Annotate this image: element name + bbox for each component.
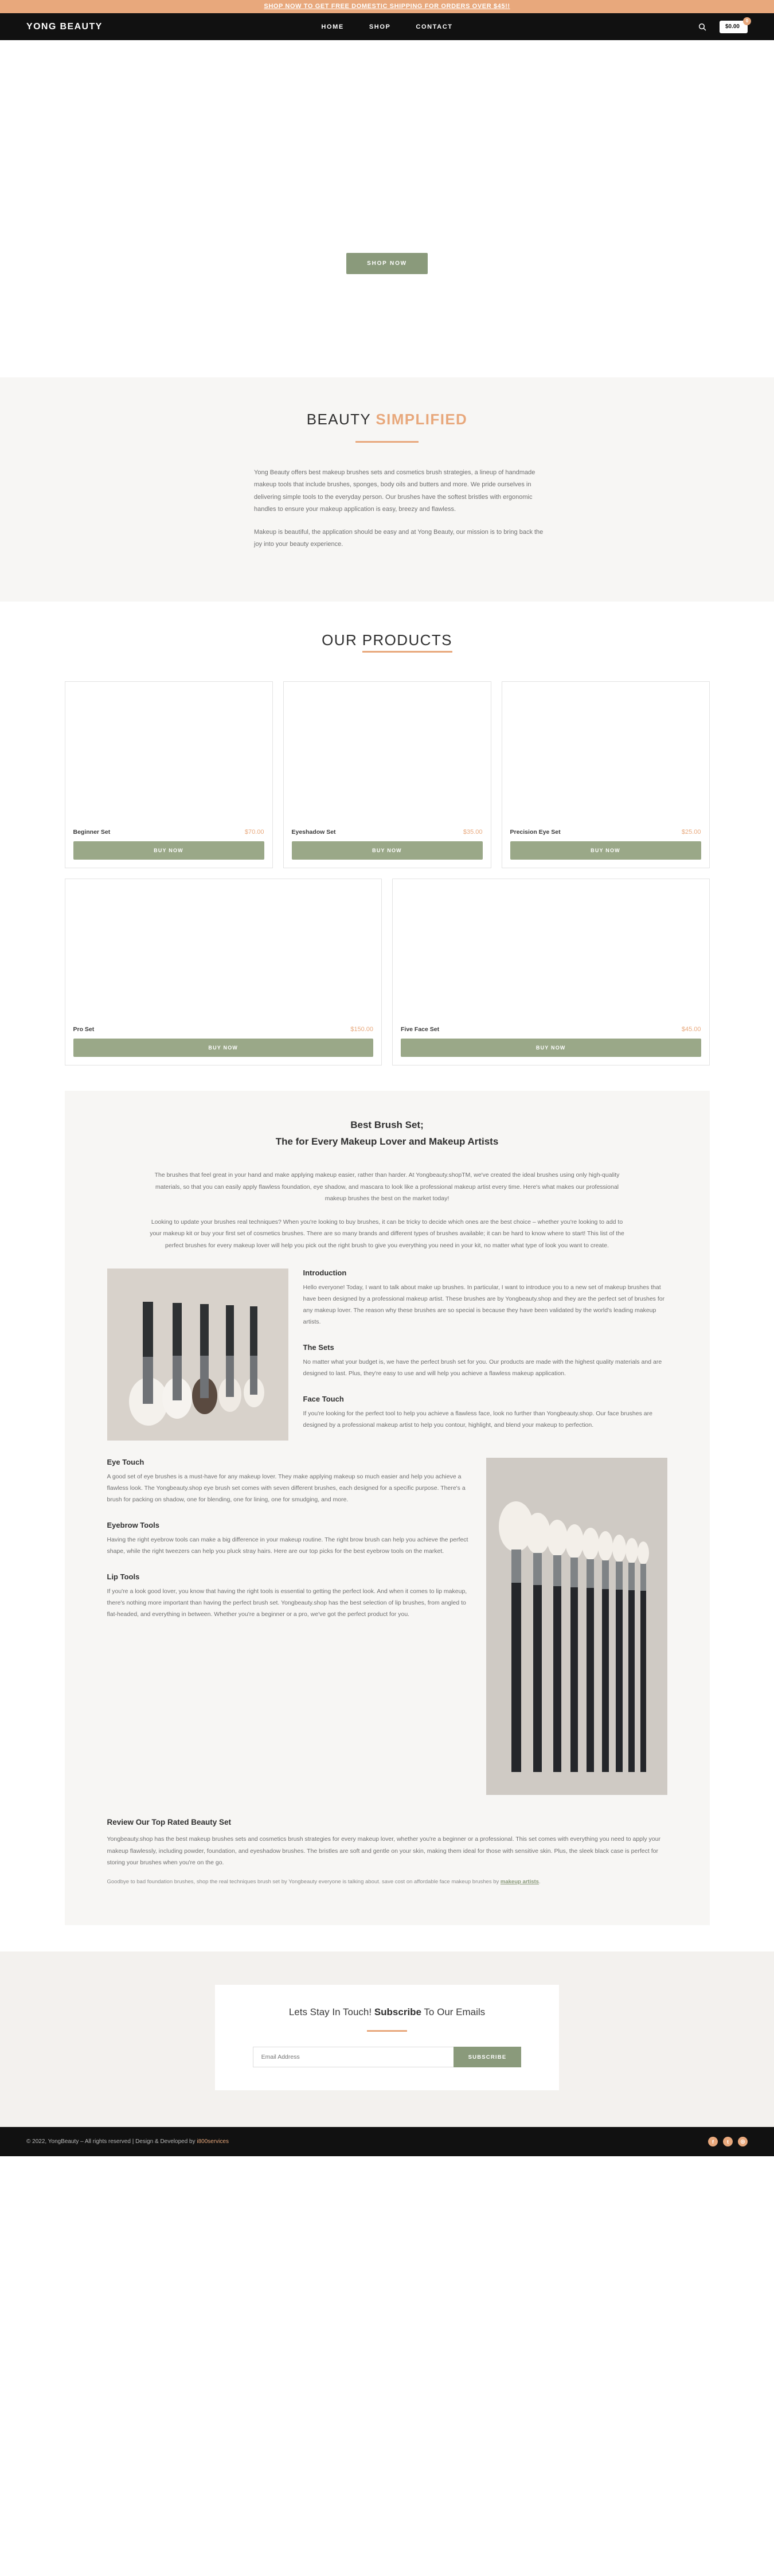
article-heading-line-2: The for Every Makeup Lover and Makeup Artists xyxy=(275,1135,499,1147)
product-price: $70.00 xyxy=(244,828,264,836)
product-card[interactable] xyxy=(283,681,491,868)
product-image xyxy=(65,682,272,825)
article-section-title: Eye Touch xyxy=(107,1458,144,1467)
review-block xyxy=(107,1818,667,1887)
beauty-copy xyxy=(226,467,548,551)
review-footnote-pre: Goodbye to bad foundation brushes, shop the real techniques brush set by Yongbeauty everyone is talking about. save cost on affordable face makeup brushes by xyxy=(107,1878,501,1885)
facebook-icon[interactable]: f xyxy=(708,2137,718,2146)
product-card[interactable] xyxy=(392,879,710,1065)
products-section xyxy=(0,602,774,1065)
article-split-bottom-text xyxy=(107,1458,471,1621)
product-image xyxy=(284,682,491,825)
buy-now-button[interactable]: BUY NOW xyxy=(73,1039,374,1057)
email-input[interactable] xyxy=(253,2047,454,2067)
product-meta xyxy=(502,825,709,841)
product-meta xyxy=(284,825,491,841)
article-split-top-text xyxy=(303,1269,667,1431)
main-nav xyxy=(321,24,452,30)
products-grid-row-2 xyxy=(65,879,710,1065)
makeup-artists-link[interactable]: makeup artists xyxy=(500,1878,539,1885)
product-card[interactable] xyxy=(65,681,273,868)
makeup-brushes-photo-2 xyxy=(486,1458,667,1795)
header-actions xyxy=(698,18,749,33)
product-price: $25.00 xyxy=(681,828,701,836)
promo-bar-link[interactable]: SHOP NOW TO GET FREE DOMESTIC SHIPPING FOR ORDERS OVER $45!! xyxy=(264,3,510,10)
makeup-brushes-photo-1 xyxy=(107,1269,288,1441)
newsletter-title xyxy=(238,2004,536,2020)
article-section-body: Having the right eyebrow tools can make a big difference in your makeup routine. The right brow brush can help you achieve the perfect shape, while the right tweezers can help you pluck stray hairs. Here are our top picks for the best eyebrow tools on the market. xyxy=(107,1536,468,1555)
product-name: Beginner Set xyxy=(73,828,111,836)
beauty-title-accent: SIMPLIFIED xyxy=(376,411,468,428)
brand-logo[interactable]: YONG BEAUTY xyxy=(26,21,103,32)
article-intro xyxy=(149,1169,625,1251)
article-section-title: Introduction xyxy=(303,1269,347,1278)
article-section xyxy=(65,1091,710,1926)
newsletter-title-post: To Our Emails xyxy=(421,2007,486,2018)
subscribe-button[interactable]: SUBSCRIBE xyxy=(454,2047,522,2067)
article-section-title: Lip Tools xyxy=(107,1572,140,1581)
review-body: Yongbeauty.shop has the best makeup brushes sets and cosmetics brush strategies for every makeup lover, whether you're a beginner or a professional. This set comes with everything you need to apply your makeup flawlessly, including powder, foundation, and eyeshadow brushes. The bristles are soft and gentle on your skin, making them ideal for those with sensitive skin. Plus, the sleek black case is perfect for storing your brushes when you're on the go. xyxy=(107,1836,660,1867)
article-intro-paragraph-1: The brushes that feel great in your hand and make applying makeup easier, rather than harder. At Yongbeauty.shopTM, we've created the ideal brushes using only high-quality materials, so that you can easily apply flawless foundation, eye shadow, and mascara to look like a professional makeup artist every time. Here's what makes our professional makeup brushes the best on the market today! xyxy=(154,1172,620,1203)
buy-now-button[interactable]: BUY NOW xyxy=(510,841,701,860)
article-section-body: If you're a look good lover, you know that having the right tools is essential to getting the perfect look. And when it comes to lip makeup, there's nothing more important than having the perfect brush set. Yongbeauty.shop has the best selection of lip brushes, from angled to flat-headed, and everything in between. Whether you're a beginner or a pro, we've got the perfect product for you. xyxy=(107,1587,467,1618)
newsletter-form xyxy=(238,2047,536,2067)
article-section-title: The Sets xyxy=(303,1342,334,1352)
cart-button[interactable] xyxy=(720,18,749,33)
promo-bar[interactable] xyxy=(0,0,774,13)
article-section-title: Face Touch xyxy=(303,1394,344,1403)
article-section-body: No matter what your budget is, we have the perfect brush set for you. Our products are made with the highest quality materials and are designed to last. Plus, they're easy to use and will help you achieve a flawless makeup application. xyxy=(303,1358,662,1377)
instagram-icon[interactable]: ◎ xyxy=(738,2137,748,2146)
product-image xyxy=(65,879,382,1022)
newsletter-title-pre: Lets Stay In Touch! xyxy=(288,2007,374,2018)
search-icon[interactable] xyxy=(698,22,707,32)
buy-now-button[interactable]: BUY NOW xyxy=(73,841,264,860)
review-footnote-post: . xyxy=(538,1878,541,1885)
article-heading xyxy=(107,1117,667,1150)
footer-copyright xyxy=(26,2138,229,2145)
article-section-title: Eyebrow Tools xyxy=(107,1521,159,1530)
beauty-title-rule xyxy=(355,441,419,443)
hero-content xyxy=(346,253,428,274)
review-title: Review Our Top Rated Beauty Set xyxy=(107,1818,232,1827)
newsletter-rule xyxy=(367,2030,407,2032)
product-image xyxy=(393,879,709,1022)
newsletter-title-bold: Subscribe xyxy=(374,2007,422,2018)
article-split-top xyxy=(107,1269,667,1441)
article-section-body: Hello everyone! Today, I want to talk about make up brushes. In particular, I want to introduce you to a new set of makeup brushes that have been designed by a professional makeup artist. These brushes are by Yongbeauty.shop and they are the perfect set of brushes for any makeup lover. The reason why these brushes are so special is because they have been validated by the world's leading makeup artists. xyxy=(303,1284,665,1326)
beauty-section-title xyxy=(0,411,774,428)
hero-banner xyxy=(0,40,774,377)
article-heading-line-1: Best Brush Set; xyxy=(350,1119,424,1130)
beauty-paragraph-1: Yong Beauty offers best makeup brushes sets and cosmetics brush strategies, a lineup of handmade makeup tools that include brushes, sponges, body oils and butters and more. We pride ourselves in delivering simple tools to the everyday person. Our brushes have the softest bristles with ergonomic handles to ensure your makeup application is easy, breezy and flawless. xyxy=(254,469,535,513)
article-section-body: If you're looking for the perfect tool to help you achieve a flawless face, look no further than Yongbeauty.shop. Our face brushes are designed by a professional makeup artist to help you contour, highlight, and blend your makeup to perfection. xyxy=(303,1410,652,1428)
product-meta xyxy=(65,1022,382,1039)
product-name: Five Face Set xyxy=(401,1025,440,1033)
product-meta xyxy=(393,1022,709,1039)
twitter-icon[interactable]: t xyxy=(723,2137,733,2146)
buy-now-button[interactable]: BUY NOW xyxy=(401,1039,701,1057)
product-name: Eyeshadow Set xyxy=(291,828,336,836)
nav-item-shop[interactable]: SHOP xyxy=(369,23,391,30)
product-card[interactable] xyxy=(65,879,382,1065)
product-meta xyxy=(65,825,272,841)
product-price: $150.00 xyxy=(350,1025,373,1033)
product-card[interactable] xyxy=(502,681,710,868)
site-footer xyxy=(0,2127,774,2156)
beauty-title-plain: BEAUTY xyxy=(306,411,376,428)
cart-total: $0.00 xyxy=(725,23,740,30)
products-title-plain: OUR xyxy=(322,631,362,649)
beauty-paragraph-2: Makeup is beautiful, the application should be easy and at Yong Beauty, our mission is to bring back the joy into your beauty experience. xyxy=(254,528,544,548)
review-footnote xyxy=(107,1877,667,1888)
hero-shop-now-button[interactable]: SHOP NOW xyxy=(346,253,428,274)
article-split-bottom xyxy=(107,1458,667,1795)
article-section-body: A good set of eye brushes is a must-have for any makeup lover. They make applying makeup so much easier and help you achieve a flawless look. The Yongbeauty.shop eye brush set comes with seven different brushes, each designed for a specific purpose. There's a brush for packing on shadow, one for blending, one for lining, one for smudging, and more. xyxy=(107,1473,466,1504)
footer-socials xyxy=(708,2137,748,2146)
product-price: $45.00 xyxy=(681,1025,701,1033)
products-section-title xyxy=(0,631,774,649)
site-header xyxy=(0,13,774,40)
footer-copyright-text: © 2022, YongBeauty – All rights reserved | Design & Developed by xyxy=(26,2138,197,2145)
beauty-simplified-section xyxy=(0,377,774,602)
newsletter-section xyxy=(0,1951,774,2127)
newsletter-card xyxy=(215,1985,559,2090)
product-image xyxy=(502,682,709,825)
products-title-accent: PRODUCTS xyxy=(362,631,452,653)
nav-item-contact[interactable]: CONTACT xyxy=(416,23,453,30)
product-name: Precision Eye Set xyxy=(510,828,561,836)
product-name: Pro Set xyxy=(73,1025,95,1033)
products-grid-row-1 xyxy=(65,681,710,868)
buy-now-button[interactable]: BUY NOW xyxy=(292,841,483,860)
nav-item-home[interactable]: HOME xyxy=(321,23,344,30)
product-price: $35.00 xyxy=(463,828,483,836)
cart-count-badge: 0 xyxy=(743,17,751,25)
footer-credit-link[interactable]: i800services xyxy=(197,2138,229,2145)
article-intro-paragraph-2: Looking to update your brushes real techniques? When you're looking to buy brushes, it can be tricky to decide which ones are the best choice – whether you're looking to add to your makeup kit or buy your first set of cosmetics brushes. There are so many brands and different types of brushes available; it can be hard to know where to start! This list of the perfect brushes for every makeup lover will help you pick out the right brush to give you everything you need in your kit, no matter what type of look you want to create. xyxy=(150,1218,624,1249)
